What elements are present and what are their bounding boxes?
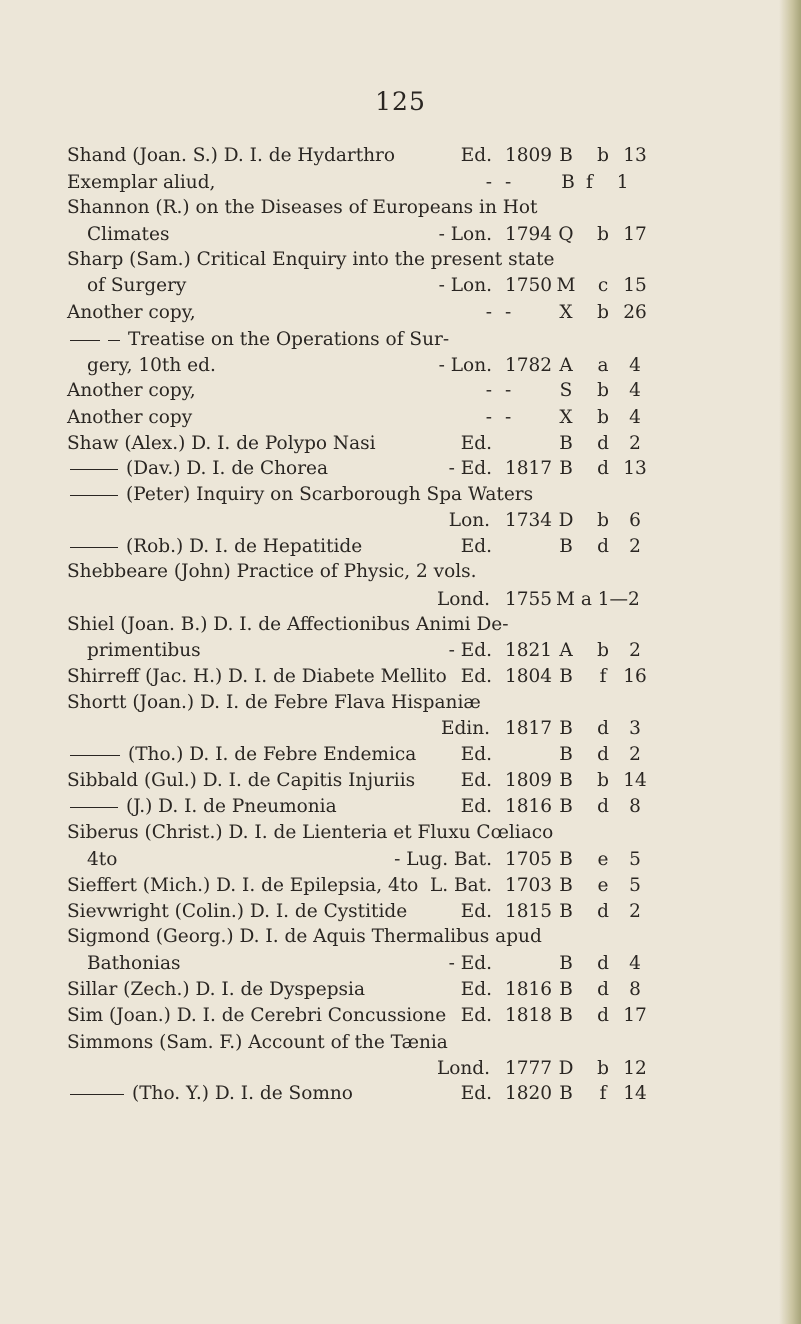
shelf-mark-case: Q (558, 224, 574, 245)
entry-year: 1821 (505, 640, 553, 661)
entry-title: gery, 10th ed. (87, 355, 216, 376)
shelf-mark-number: 13 (623, 145, 647, 166)
entry-line (0, 899, 801, 925)
entry-year: 1782 (505, 355, 553, 376)
entry-text (67, 559, 477, 585)
entry-line (0, 482, 801, 508)
entry-title: Simmons (Sam. F.) Account of the Tænia (67, 1032, 448, 1053)
entry-year: 1734 (505, 510, 553, 531)
entry-place: Ed. (460, 1083, 492, 1104)
entry-title: Sharp (Sam.) Critical Enquiry into the present state (67, 249, 555, 270)
entry-line (0, 1081, 801, 1107)
entry-line (0, 820, 801, 846)
entry-title: (Rob.) D. I. de Hepatitide (126, 536, 363, 557)
entry-place: Ed. (460, 770, 492, 791)
entry-text (87, 638, 201, 664)
entry-place: - (485, 302, 492, 323)
entry-year: 1815 (505, 901, 553, 922)
shelf-mark-shelf: e (597, 849, 609, 870)
entry-line (0, 1056, 801, 1082)
entry-text (70, 482, 533, 508)
entry-place: Ed. (460, 744, 492, 765)
entry-line (0, 742, 801, 768)
shelf-mark-shelf: b (597, 224, 609, 245)
entry-year: - (505, 302, 512, 323)
shelf-mark-case: B (559, 953, 573, 974)
entry-line (0, 247, 801, 273)
entry-title: Sibbald (Gul.) D. I. de Capitis Injuriis (67, 770, 416, 791)
entry-place: Ed. (460, 901, 492, 922)
entry-title: Exemplar aliud, (67, 172, 216, 193)
entry-line (0, 534, 801, 560)
shelf-mark-shelf: b (597, 640, 609, 661)
entry-line (0, 847, 801, 873)
shelf-mark-shelf: f (599, 1083, 607, 1104)
entry-title: Shirreff (Jac. H.) D. I. de Diabete Mellito (67, 666, 447, 687)
entry-line (0, 1003, 801, 1029)
shelf-mark-number: 14 (623, 1083, 647, 1104)
entry-line (0, 690, 801, 716)
entry-title: Shaw (Alex.) D. I. de Polypo Nasi (67, 433, 376, 454)
entry-place: Edin. (440, 718, 490, 739)
shelf-mark-shelf: b (597, 302, 609, 323)
entry-title: Sillar (Zech.) D. I. de Dyspepsia (67, 979, 365, 1000)
entry-text (67, 170, 215, 196)
entry-line (0, 143, 801, 169)
shelf-mark-shelf: d (597, 458, 609, 479)
entry-year: 1703 (505, 875, 553, 896)
entry-year: - (505, 380, 512, 401)
entry-year: - (505, 172, 512, 193)
entry-text (87, 273, 186, 299)
entry-title: (Tho. Y.) D. I. de Somno (132, 1083, 353, 1104)
entry-line (0, 300, 801, 326)
shelf-mark-number: 8 (629, 979, 641, 1000)
shelf-mark-case: B (559, 1083, 573, 1104)
entry-year: 1817 (505, 718, 553, 739)
entry-place: Ed. (460, 1005, 492, 1026)
entry-year: 1809 (505, 770, 553, 791)
entry-place: - Lon. (438, 224, 492, 245)
shelf-mark-case: A (559, 640, 573, 661)
page-number: 125 (375, 87, 426, 116)
shelf-mark-case: B (559, 875, 573, 896)
entry-place: - Lug. Bat. (394, 849, 492, 870)
shelf-mark-shelf: B (561, 172, 575, 193)
entry-title: primentibus (87, 640, 201, 661)
entry-text (67, 612, 508, 638)
entry-year: 1818 (505, 1005, 553, 1026)
entry-line (0, 508, 801, 534)
entry-text (87, 222, 169, 248)
entry-line (0, 664, 801, 690)
entry-text (67, 300, 196, 326)
entry-year: 1705 (505, 849, 553, 870)
entry-place: - Lon. (438, 275, 492, 296)
entry-text (67, 378, 196, 404)
shelf-mark-number: 2 (629, 433, 641, 454)
entry-title: (J.) D. I. de Pneumonia (126, 796, 337, 817)
shelf-mark-case: B (559, 145, 573, 166)
entry-line (0, 353, 801, 379)
entry-place: - Ed. (448, 640, 492, 661)
entry-title: Sigmond (Georg.) D. I. de Aquis Thermalibus apud (67, 926, 542, 947)
shelf-mark-shelf: d (597, 718, 609, 739)
entry-title: (Peter) Inquiry on Scarborough Spa Waters (126, 484, 534, 505)
entry-year: 1777 (505, 1058, 553, 1079)
entry-place: Ed. (460, 796, 492, 817)
shelf-mark-number: 2 (629, 744, 641, 765)
entry-place: - Ed. (448, 953, 492, 974)
entry-place: - (485, 380, 492, 401)
shelf-mark-number: 17 (623, 1005, 647, 1026)
entry-year: 1809 (505, 145, 553, 166)
shelf-mark-case: M a 1—2 (556, 589, 640, 610)
ditto-dash (70, 495, 118, 496)
entry-line (0, 716, 801, 742)
entry-place: - Lon. (438, 355, 492, 376)
shelf-mark-case: B (559, 666, 573, 687)
shelf-mark-shelf: c (597, 275, 609, 296)
entry-place: Lond. (436, 1058, 490, 1079)
shelf-mark-number: 4 (629, 407, 641, 428)
shelf-mark-number: 26 (623, 302, 647, 323)
shelf-mark-shelf: b (597, 770, 609, 791)
entry-place: Ed. (460, 145, 492, 166)
shelf-mark-number: 12 (623, 1058, 647, 1079)
shelf-mark-number: f 1 (586, 172, 629, 193)
shelf-mark-shelf: d (597, 536, 609, 557)
entry-year: 1804 (505, 666, 553, 687)
entry-line (0, 612, 801, 638)
entry-text (67, 820, 553, 846)
entry-title: Shand (Joan. S.) D. I. de Hydarthro (67, 145, 396, 166)
entry-title: Bathonias (87, 953, 181, 974)
shelf-mark-case: B (559, 979, 573, 1000)
entry-title: of Surgery (87, 275, 187, 296)
shelf-mark-number: 4 (629, 355, 641, 376)
entry-place: - Ed. (448, 458, 492, 479)
shelf-mark-shelf: f (599, 666, 607, 687)
entry-text (67, 1030, 448, 1056)
entry-year: 1755 (505, 589, 553, 610)
shelf-mark-shelf: d (597, 979, 609, 1000)
shelf-mark-shelf: d (597, 433, 609, 454)
shelf-mark-case: D (558, 1058, 574, 1079)
entry-title: Shiel (Joan. B.) D. I. de Affectionibus Animi De- (67, 614, 509, 635)
shelf-mark-case: B (559, 1005, 573, 1026)
shelf-mark-number: 13 (623, 458, 647, 479)
shelf-mark-case: D (558, 510, 574, 531)
entry-place: Lon. (448, 510, 490, 531)
shelf-mark-number: 8 (629, 796, 641, 817)
entry-line (0, 638, 801, 664)
shelf-mark-number: 4 (629, 953, 641, 974)
entry-line (0, 1030, 801, 1056)
entry-place: Lond. (436, 589, 490, 610)
entry-line (0, 431, 801, 457)
entry-text (67, 690, 481, 716)
entry-line (0, 456, 801, 482)
shelf-mark-shelf: d (597, 796, 609, 817)
shelf-mark-case: X (559, 302, 573, 323)
entry-text (87, 353, 216, 379)
entry-line (0, 195, 801, 221)
entry-line (0, 222, 801, 248)
entry-text (67, 195, 537, 221)
shelf-mark-case: A (559, 355, 573, 376)
entry-line (0, 951, 801, 977)
entry-place: - (485, 172, 492, 193)
shelf-mark-case: X (559, 407, 573, 428)
entry-title: Shortt (Joan.) D. I. de Febre Flava Hispaniæ (67, 692, 481, 713)
entry-line (0, 768, 801, 794)
shelf-mark-number: 15 (623, 275, 647, 296)
entry-line (0, 977, 801, 1003)
ditto-dash (70, 547, 118, 548)
entry-line (0, 273, 801, 299)
shelf-mark-shelf: e (597, 875, 609, 896)
entry-text (67, 405, 192, 431)
entry-place: - (485, 407, 492, 428)
shelf-mark-number: 14 (623, 770, 647, 791)
ditto-dash (70, 807, 118, 808)
entry-title: 4to (87, 849, 118, 870)
shelf-mark-number: 4 (629, 380, 641, 401)
entry-text (70, 456, 328, 482)
shelf-mark-number: 17 (623, 224, 647, 245)
entry-line (0, 794, 801, 820)
entry-place: Ed. (460, 536, 492, 557)
shelf-mark-case: B (559, 770, 573, 791)
shelf-mark-shelf: a (597, 355, 609, 376)
shelf-mark-number: 5 (629, 849, 641, 870)
entry-year: - (505, 407, 512, 428)
entry-text (87, 847, 117, 873)
entry-title: Another copy (67, 407, 193, 428)
entry-title: Treatise on the Operations of Sur- (128, 329, 450, 350)
entry-line (0, 327, 801, 353)
entry-line (0, 873, 801, 899)
entry-text (67, 924, 542, 950)
shelf-mark-shelf: b (597, 407, 609, 428)
entry-line (0, 378, 801, 404)
entry-place: Ed. (460, 979, 492, 1000)
shelf-mark-case: B (559, 536, 573, 557)
entry-title: Shebbeare (John) Practice of Physic, 2 vols. (67, 561, 477, 582)
shelf-mark-shelf: d (597, 901, 609, 922)
entry-year: 1817 (505, 458, 553, 479)
entry-year: 1750 (505, 275, 553, 296)
shelf-mark-case: B (559, 744, 573, 765)
entry-text (87, 951, 180, 977)
entry-line (0, 559, 801, 585)
shelf-mark-number: 6 (629, 510, 641, 531)
shelf-mark-number: 3 (629, 718, 641, 739)
entry-title: Another copy, (67, 302, 196, 323)
entry-title: (Tho.) D. I. de Febre Endemica (128, 744, 417, 765)
shelf-mark-shelf: d (597, 744, 609, 765)
entry-line (0, 924, 801, 950)
shelf-mark-shelf: b (597, 145, 609, 166)
shelf-mark-number: 5 (629, 875, 641, 896)
entry-title: Sievwright (Colin.) D. I. de Cystitide (67, 901, 408, 922)
entry-year: 1816 (505, 979, 553, 1000)
shelf-mark-case: S (559, 380, 573, 401)
shelf-mark-number: 2 (629, 536, 641, 557)
shelf-mark-case: B (559, 796, 573, 817)
entry-text (67, 247, 554, 273)
shelf-mark-number: 16 (623, 666, 647, 687)
shelf-mark-case: B (559, 433, 573, 454)
shelf-mark-case: B (559, 849, 573, 870)
shelf-mark-shelf: b (597, 380, 609, 401)
entry-place: L. Bat. (430, 875, 492, 896)
entry-title: Shannon (R.) on the Diseases of Europeans in Hot (67, 197, 538, 218)
shelf-mark-case: B (559, 718, 573, 739)
shelf-mark-case: B (559, 901, 573, 922)
shelf-mark-shelf: b (597, 510, 609, 531)
entry-line (0, 170, 801, 196)
entry-line (0, 587, 801, 613)
entry-title: Climates (87, 224, 170, 245)
entry-text (70, 327, 449, 353)
entry-title: Siberus (Christ.) D. I. de Lienteria et Fluxu Cœliaco (67, 822, 554, 843)
entry-year: 1816 (505, 796, 553, 817)
entry-place: Ed. (460, 666, 492, 687)
shelf-mark-number: 2 (629, 640, 641, 661)
shelf-mark-case: M (556, 275, 576, 296)
entry-year: 1820 (505, 1083, 553, 1104)
entry-title: (Dav.) D. I. de Chorea (126, 458, 329, 479)
entry-year: 1794 (505, 224, 553, 245)
ditto-dash (70, 755, 120, 756)
shelf-mark-case: B (559, 458, 573, 479)
ditto-dash (108, 340, 120, 341)
entry-title: Sim (Joan.) D. I. de Cerebri Concussione (67, 1005, 447, 1026)
ditto-dash (70, 469, 118, 470)
shelf-mark-shelf: b (597, 1058, 609, 1079)
entry-line (0, 405, 801, 431)
entry-title: Sieffert (Mich.) D. I. de Epilepsia, 4to (67, 875, 419, 896)
shelf-mark-shelf: d (597, 1005, 609, 1026)
shelf-mark-number: 2 (629, 901, 641, 922)
entry-title: Another copy, (67, 380, 196, 401)
ditto-dash (70, 1094, 124, 1095)
shelf-mark-shelf: d (597, 953, 609, 974)
entry-place: Ed. (460, 433, 492, 454)
ditto-dash (70, 340, 100, 341)
